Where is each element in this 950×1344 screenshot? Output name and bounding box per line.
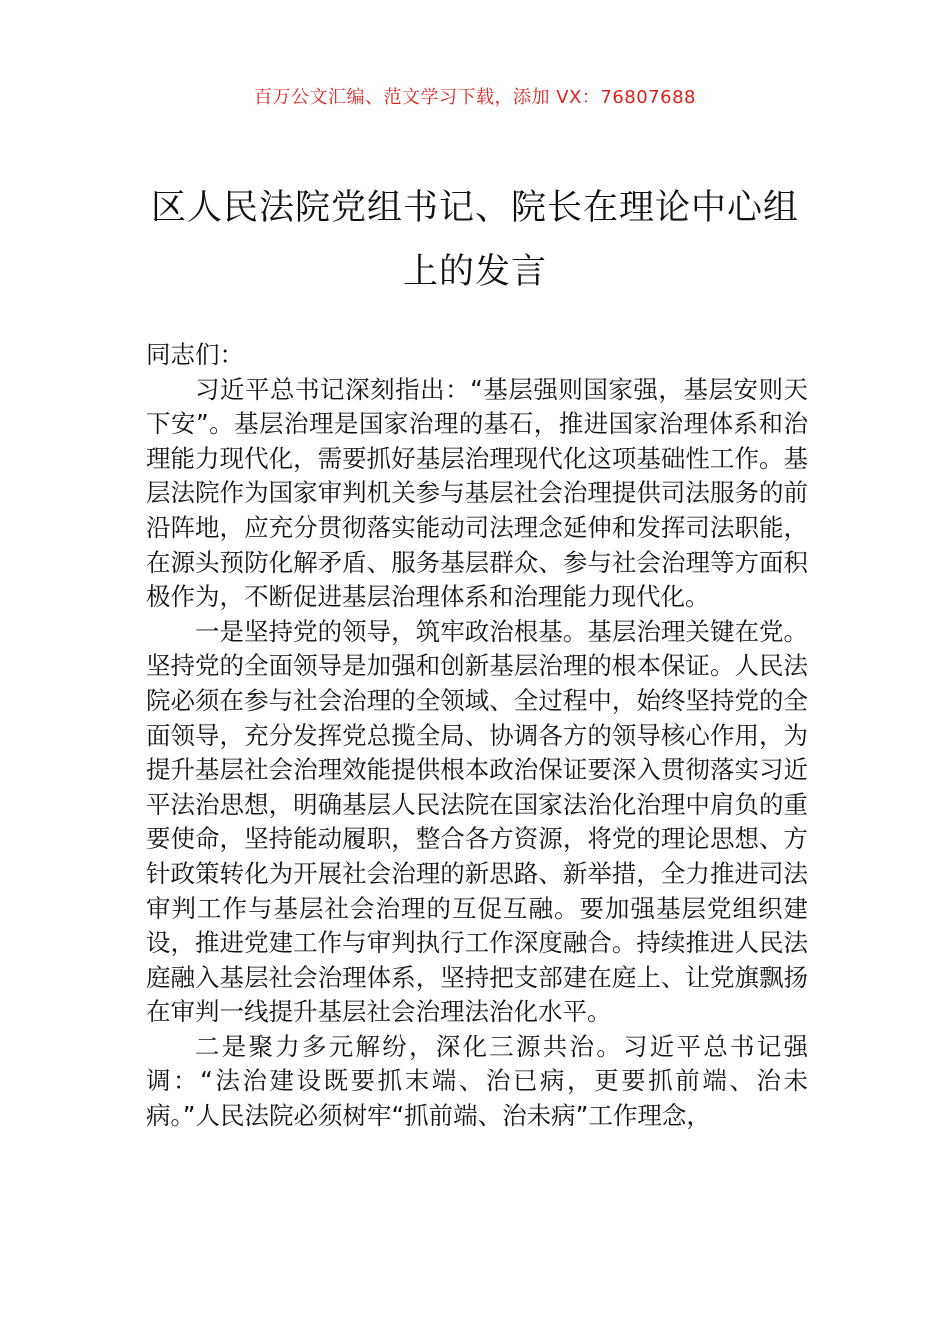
header-note: 百万公文汇编、范文学习下载，添加 VX：76807688 — [254, 87, 696, 108]
salutation: 同志们： — [146, 340, 244, 369]
paragraph-2 — [146, 615, 808, 1030]
paragraph-2-lead: 一是坚持党的领导，筑牢政治根基。 — [195, 616, 588, 646]
paragraph-3-text: 习近平总书记强调：“法治建设既要抓末端、治已病，更要抓前端、治未病。”人民法院必须树牢“抓前端、治未病”工作理念， — [146, 1031, 808, 1131]
title-line-1: 区人民法院党组书记、院长在理论中心组 — [150, 188, 799, 228]
paragraph-2-text: 基层治理关键在党。坚持党的全面领导是加强和创新基层治理的根本保证。人民法院必须在参与社会治理的全领域、全过程中，始终坚持党的全面领导，充分发挥党总揽全局、协调各方的领导核心作用，为提升基层社会治理效能提供根本政治保证要深入贯彻落实习近平法治思想，明确基层人民法院在国家法治化治理中肩负的重要使命，坚持能动履职，整合各方资源，将党的理论思想、方针政策转化为开展社会治理的新思路、新举措，全力推进司法审判工作与基层社会治理的互促互融。要加强基层党组织建设，推进党建工作与审判执行工作深度融合。持续推进人民法庭融入基层社会治理体系，坚持把支部建在庭上、让党旗飘扬在审判一线提升基层社会治理法治化水平。 — [146, 616, 809, 1027]
paragraph-3 — [146, 1030, 808, 1134]
document-body — [146, 338, 808, 1134]
title-line-2: 上的发言 — [402, 252, 547, 292]
document-title — [120, 176, 830, 304]
paragraph-1 — [146, 373, 808, 615]
paragraph-3-lead: 二是聚力多元解纷，深化三源共治。 — [195, 1031, 623, 1061]
paragraph-1-text: 习近平总书记深刻指出：“基层强则国家强，基层安则天下安”。基层治理是国家治理的基石，推进国家治理体系和治理能力现代化，需要抓好基层治理现代化这项基础性工作。基层法院作为国家审判机关参与基层社会治理提供司法服务的前沿阵地，应充分贯彻落实能动司法理念延伸和发挥司法职能，在源头预防化解矛盾、服务基层群众、参与社会治理等方面积极作为，不断促进基层治理体系和治理能力现代化。 — [146, 374, 808, 612]
